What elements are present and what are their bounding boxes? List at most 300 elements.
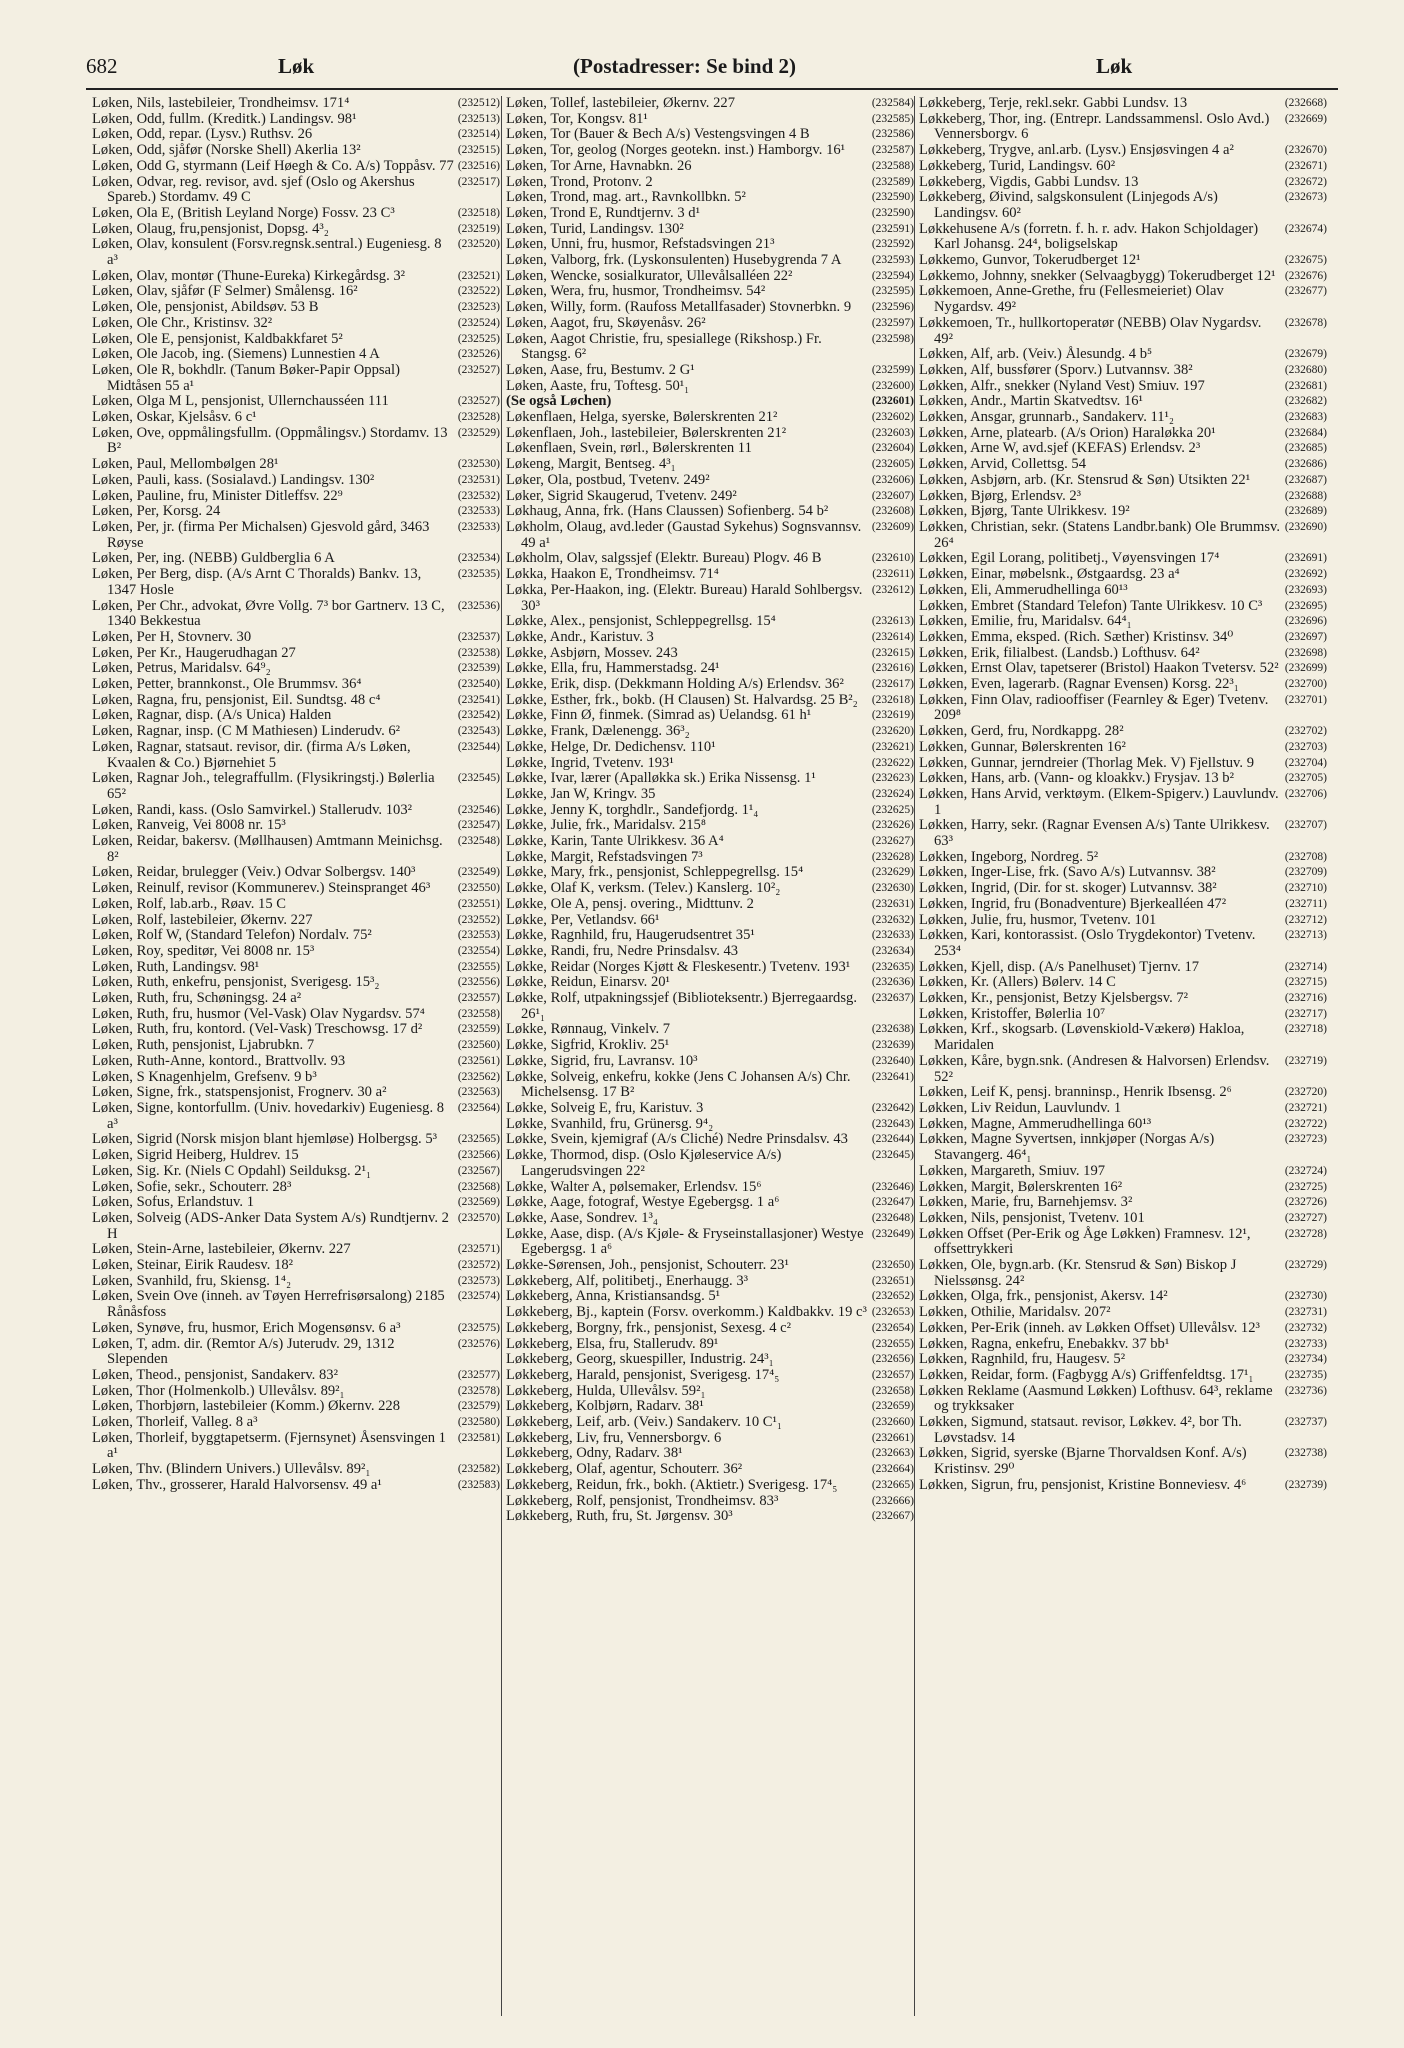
- entry-number: (232586): [871, 128, 914, 141]
- directory-entry: [506, 520, 914, 551]
- directory-entry: [506, 975, 914, 991]
- entry-text: Løken, Tor, Kongsv. 81¹: [506, 110, 648, 127]
- entry-number: (232680): [1284, 363, 1327, 376]
- entry-number: (232690): [1284, 520, 1327, 533]
- entry-number: (232521): [457, 269, 500, 282]
- directory-entry: [506, 583, 914, 614]
- directory-entry: [92, 1274, 500, 1290]
- entry-text: Løken, Ole Chr., Kristinsv. 32²: [92, 314, 273, 331]
- entry-text: Løken, Per H, Stovnerv. 30: [92, 628, 252, 645]
- entry-text: Løkke, Finn Ø, finmek. (Simrad as) Uelandsg. 61 h¹: [506, 707, 812, 724]
- directory-entry: [92, 1101, 500, 1132]
- directory-entry: [919, 630, 1327, 646]
- entry-text: Løken, Olaug, fru,pensjonist, Dopsg. 4³₂: [92, 220, 329, 237]
- directory-entry: [506, 237, 914, 253]
- entry-text: Løkke, Helge, Dr. Dedichensv. 110¹: [506, 738, 716, 755]
- entry-text: Løkken, Alf, bussfører (Sporv.) Lutvannsv. 38²: [919, 361, 1193, 378]
- directory-entry: [919, 253, 1327, 269]
- entry-number: (232574): [457, 1290, 500, 1303]
- entry-text: Løkke, Thormod, disp. (Oslo Kjøleservice A/s) Langerudsvingen 22²: [506, 1147, 782, 1179]
- directory-entry: [919, 771, 1327, 787]
- directory-entry: [919, 1117, 1327, 1133]
- entry-text: Løken, Ole Jacob, ing. (Siemens) Lunnestien 4 A: [92, 346, 380, 363]
- entry-text: Løkken, Ingeborg, Nordreg. 5²: [919, 848, 1099, 865]
- directory-entry: [506, 426, 914, 442]
- entry-number: (232623): [871, 772, 914, 785]
- directory-entry: [919, 897, 1327, 913]
- entry-text: Løken, Willy, form. (Raufoss Metallfasader) Stovnerbkn. 9: [506, 299, 852, 316]
- entry-number: (232664): [871, 1463, 914, 1476]
- directory-entry: [92, 1478, 500, 1494]
- entry-number: (232689): [1284, 505, 1327, 518]
- entry-number: (232666): [871, 1494, 914, 1507]
- entry-text: Løkke, Alex., pensjonist, Schleppegrellsg. 15⁴: [506, 613, 776, 630]
- entry-text: Løkke, Jenny K, torghdlr., Sandefjordg. 1¹₄: [506, 801, 759, 818]
- entry-number: (232649): [871, 1227, 914, 1240]
- entry-number: (232674): [1284, 222, 1327, 235]
- directory-entry: [92, 143, 500, 159]
- directory-entry: [506, 1352, 914, 1368]
- entry-text: Løken, Trond E, Rundtjernv. 3 d¹: [506, 204, 700, 221]
- directory-entry: [919, 567, 1327, 583]
- directory-entry: [506, 928, 914, 944]
- entry-number: (232739): [1284, 1478, 1327, 1491]
- entry-text: Løkken, Kåre, bygn.snk. (Andresen & Halvorsen) Erlendsv. 52²: [919, 1052, 1270, 1085]
- entry-number: (232601): [871, 395, 914, 408]
- directory-entry: [506, 222, 914, 238]
- entry-number: (232613): [871, 615, 914, 628]
- directory-entry: [919, 1478, 1327, 1494]
- directory-entry: [92, 865, 500, 881]
- entry-text: Løken, Ruth, enkefru, pensjonist, Sverigesg. 15³₂: [92, 974, 380, 991]
- directory-entry: [506, 1227, 914, 1258]
- entry-number: (232711): [1285, 897, 1327, 910]
- directory-entry: [506, 1368, 914, 1384]
- entry-text: Løkken, Hans, arb. (Vann- og kloakkv.) Frysjav. 13 b²: [919, 770, 1234, 787]
- entry-text: Løkken Offset (Per-Erik og Åge Løkken) Framnesv. 12¹, offsettrykkeri: [919, 1225, 1251, 1258]
- directory-entry: [506, 1462, 914, 1478]
- entry-number: (232515): [457, 144, 500, 157]
- directory-entry: [506, 881, 914, 897]
- entry-number: (232722): [1284, 1117, 1327, 1130]
- entry-number: (232643): [871, 1117, 914, 1130]
- entry-text: Løken, Trond, Protonv. 2: [506, 173, 653, 190]
- directory-entry: [919, 1258, 1327, 1289]
- entry-number: (232526): [457, 348, 500, 361]
- directory-entry: [506, 1132, 914, 1148]
- entry-text: Løkke, Ragnhild, fru, Haugerudsentret 35¹: [506, 927, 755, 944]
- entry-number: (232687): [1284, 473, 1327, 486]
- column-divider: [501, 96, 502, 2016]
- directory-entry: [92, 944, 500, 960]
- entry-number: (232579): [457, 1400, 500, 1413]
- entry-number: (232633): [871, 929, 914, 942]
- entry-text: Løkken Reklame (Aasmund Løkken) Lofthusv. 64³, reklame og trykksaker: [919, 1382, 1273, 1415]
- directory-entry: [919, 347, 1327, 363]
- directory-entry: [506, 394, 914, 410]
- directory-entry: [506, 944, 914, 960]
- directory-entry: [506, 284, 914, 300]
- entry-number: (232559): [457, 1023, 500, 1036]
- entry-number: (232622): [871, 756, 914, 769]
- entry-text: (Se også Løchen): [506, 393, 612, 410]
- entry-text: Løkken, Gerd, fru, Nordkappg. 28²: [919, 723, 1124, 740]
- entry-number: (232596): [871, 301, 914, 314]
- directory-entry: [506, 143, 914, 159]
- entry-number: (232592): [871, 238, 914, 251]
- entry-number: (232688): [1284, 489, 1327, 502]
- directory-entry: [919, 504, 1327, 520]
- entry-number: (232654): [871, 1321, 914, 1334]
- entry-number: (232726): [1284, 1196, 1327, 1209]
- entry-number: (232699): [1284, 662, 1327, 675]
- directory-entry: [92, 1195, 500, 1211]
- directory-entry: [506, 834, 914, 850]
- entry-number: (232578): [457, 1384, 500, 1397]
- directory-entry: [92, 1415, 500, 1431]
- entry-text: Løkken, Eli, Ammerudhellinga 60¹³: [919, 581, 1128, 598]
- directory-entry: [92, 520, 500, 551]
- directory-entry: [92, 1384, 500, 1400]
- entry-number: (232573): [457, 1274, 500, 1287]
- directory-entry: [92, 1180, 500, 1196]
- entry-text: Løken, Turid, Landingsv. 130²: [506, 220, 684, 237]
- directory-entry: [506, 379, 914, 395]
- entry-number: (232539): [457, 662, 500, 675]
- header-left-word: Løk: [278, 54, 315, 78]
- entry-number: (232553): [457, 929, 500, 942]
- entry-number: (232546): [457, 803, 500, 816]
- entry-text: Løkenflaen, Svein, rørl., Bølerskrenten 11: [506, 440, 752, 457]
- entry-text: Løkken, Hans Arvid, verktøym. (Elkem-Spigerv.) Lauvlundv. 1: [919, 785, 1279, 818]
- entry-number: (232542): [457, 709, 500, 722]
- directory-entry: [919, 787, 1327, 818]
- entry-number: (232703): [1284, 740, 1327, 753]
- entry-text: Løkken, Alf, arb. (Veiv.) Ålesundg. 4 b⁵: [919, 346, 1153, 363]
- directory-entry: [506, 1070, 914, 1101]
- entry-text: Løkke, Solveig E, fru, Karistuv. 3: [506, 1100, 704, 1116]
- entry-text: Løken, Odd G, styrmann (Leif Høegh & Co. A/s) Toppåsv. 77: [92, 157, 454, 174]
- directory-entry: [506, 1274, 914, 1290]
- entry-number: (232637): [871, 992, 914, 1005]
- entry-text: Løkholm, Olaug, avd.leder (Gaustad Sykehus) Sognsvannsv. 49 a¹: [506, 518, 862, 551]
- entry-text: Løken, Sofus, Erlandstuv. 1: [92, 1194, 254, 1211]
- directory-entry: [919, 143, 1327, 159]
- entry-text: Løken, Ragnar, insp. (C M Mathiesen) Linderudv. 6²: [92, 723, 401, 740]
- entry-text: Løkenflaen, Joh., lastebileier, Bølerskrenten 21²: [506, 424, 787, 441]
- entry-number: (232676): [1284, 269, 1327, 282]
- entry-text: Løken, Signe, kontorfullm. (Univ. hovedarkiv) Eugeniesg. 8 a³: [92, 1100, 445, 1132]
- entry-number: (232572): [457, 1259, 500, 1272]
- entry-text: Løken, Ove, oppmålingsfullm. (Oppmålingsv.) Stordamv. 13 B²: [92, 424, 448, 457]
- entry-number: (232695): [1284, 599, 1327, 612]
- entry-text: Løkke, Solveig, enkefru, kokke (Jens C Johansen A/s) Chr. Michelsensg. 17 B²: [506, 1068, 851, 1101]
- entry-text: Løkkemo, Johnny, snekker (Selvaagbygg) Tokerudberget 12¹: [919, 267, 1276, 284]
- directory-entry: [92, 803, 500, 819]
- entry-number: (232734): [1284, 1353, 1327, 1366]
- directory-entry: [92, 1399, 500, 1415]
- directory-entry: [506, 363, 914, 379]
- entry-number: (232576): [457, 1337, 500, 1350]
- entry-number: (232731): [1284, 1306, 1327, 1319]
- directory-entry: [919, 661, 1327, 677]
- entry-number: (232606): [871, 473, 914, 486]
- entry-number: (232580): [457, 1416, 500, 1429]
- directory-entry: [506, 175, 914, 191]
- directory-entry: [506, 316, 914, 332]
- entry-text: Løkken, Inger-Lise, frk. (Savo A/s) Lutvannsv. 38²: [919, 864, 1216, 881]
- directory-entry: [92, 724, 500, 740]
- entry-number: (232644): [871, 1133, 914, 1146]
- entry-number: (232582): [457, 1463, 500, 1476]
- entry-number: (232733): [1284, 1337, 1327, 1350]
- directory-entry: [919, 975, 1327, 991]
- entry-text: Løkke-Sørensen, Joh., pensjonist, Schouterr. 23¹: [506, 1257, 789, 1274]
- directory-entry: [92, 269, 500, 285]
- directory-entry: [919, 1132, 1327, 1163]
- directory-entry: [506, 1054, 914, 1070]
- directory-entry: [506, 1431, 914, 1447]
- entry-text: Løkkeberg, Reidun, frk., bokh. (Aktietr.) Sverigesg. 17⁴₅: [506, 1476, 838, 1493]
- directory-entry: [919, 1180, 1327, 1196]
- directory-entry: [919, 1337, 1327, 1353]
- directory-entry: [919, 410, 1327, 426]
- directory-entry: [506, 206, 914, 222]
- directory-entry: [919, 159, 1327, 175]
- entry-number: (232528): [457, 411, 500, 424]
- entry-number: (232670): [1284, 144, 1327, 157]
- entry-text: Løkkeberg, Alf, politibetj., Enerhaugg. 3³: [506, 1272, 749, 1289]
- entry-number: (232738): [1284, 1447, 1327, 1460]
- entry-text: Løken, Pauli, kass. (Sosialavd.) Landingsv. 130²: [92, 471, 375, 488]
- directory-entry: [919, 1227, 1327, 1258]
- directory-column-1: [92, 96, 500, 2016]
- entry-text: Løkke, Svanhild, fru, Grünersg. 9⁴₂: [506, 1115, 714, 1132]
- directory-entry: [919, 960, 1327, 976]
- entry-text: Løken, Per, Korsg. 24: [92, 503, 221, 520]
- directory-entry: [92, 394, 500, 410]
- entry-text: Løken, Solveig (ADS-Anker Data System A/s) Rundtjernv. 2 H: [92, 1209, 449, 1242]
- entry-number: (232700): [1284, 678, 1327, 691]
- directory-entry: [506, 661, 914, 677]
- directory-entry: [92, 991, 500, 1007]
- entry-number: (232621): [871, 740, 914, 753]
- entry-number: (232714): [1284, 960, 1327, 973]
- entry-text: Løkken, Kristoffer, Bølerlia 10⁷: [919, 1005, 1106, 1022]
- entry-number: (232555): [457, 960, 500, 973]
- entry-number: (232550): [457, 882, 500, 895]
- entry-number: (232630): [871, 882, 914, 895]
- entry-number: (232590): [871, 206, 914, 219]
- entry-text: Løken, Ole R, bokhdlr. (Tanum Bøker-Papir Oppsal) Midtåsen 55 a¹: [92, 361, 400, 394]
- entry-text: Løken, Randi, kass. (Oslo Samvirkel.) Stallerudv. 103²: [92, 801, 412, 818]
- entry-number: (232604): [871, 442, 914, 455]
- directory-entry: [92, 1242, 500, 1258]
- entry-text: Løkken, Embret (Standard Telefon) Tante Ulrikkesv. 10 C³: [919, 597, 1263, 614]
- entry-number: (232567): [457, 1164, 500, 1177]
- entry-text: Løken, Signe, frk., statspensjonist, Frognerv. 30 a²: [92, 1084, 387, 1101]
- entry-text: Løken, Pauline, fru, Minister Ditleffsv. 22⁹: [92, 487, 343, 504]
- entry-number: (232524): [457, 316, 500, 329]
- entry-number: (232616): [871, 662, 914, 675]
- entry-number: (232519): [457, 222, 500, 235]
- directory-entry: [919, 599, 1327, 615]
- entry-text: Løken, Olav, sjåfør (F Selmer) Smålensg. 16²: [92, 283, 358, 300]
- entry-number: (232608): [871, 505, 914, 518]
- entry-number: (232628): [871, 850, 914, 863]
- directory-entry: [506, 253, 914, 269]
- entry-text: Løken, Ruth, pensjonist, Ljabrubkn. 7: [92, 1037, 315, 1054]
- entry-text: Løkken, Liv Reidun, Lauvlundv. 1: [919, 1100, 1122, 1116]
- entry-text: Løken, Thv. (Blindern Univers.) Ullevålsv. 89²₁: [92, 1461, 371, 1478]
- entry-number: (232620): [871, 725, 914, 738]
- entry-number: (232684): [1284, 426, 1327, 439]
- directory-entry: [919, 818, 1327, 849]
- entry-number: (232719): [1284, 1054, 1327, 1067]
- directory-entry: [506, 1022, 914, 1038]
- entry-text: Løken, Sigrid Heiberg, Huldrev. 15: [92, 1147, 299, 1164]
- directory-entry: [919, 1368, 1327, 1384]
- directory-entry: [919, 316, 1327, 347]
- directory-entry: [506, 1038, 914, 1054]
- entry-number: (232706): [1284, 787, 1327, 800]
- entry-text: Løkeng, Margit, Bentseg. 4³₁: [506, 456, 676, 473]
- entry-number: (232728): [1284, 1227, 1327, 1240]
- directory-entry: [506, 803, 914, 819]
- entry-text: Løken, Petrus, Maridalsv. 64⁹₂: [92, 660, 271, 677]
- entry-text: Løken, Thorbjørn, lastebileier (Komm.) Økernv. 228: [92, 1398, 401, 1415]
- entry-text: Løken, Thorleif, Valleg. 8 a³: [92, 1414, 258, 1431]
- directory-entry: [919, 96, 1327, 112]
- entry-text: Løkke, Aage, fotograf, Westye Egebergsg. 1 a⁶: [506, 1194, 780, 1211]
- entry-number: (232638): [871, 1023, 914, 1036]
- header-rule: [86, 88, 1338, 90]
- entry-text: Løkken, Finn Olav, radiooffiser (Fearnley & Eger) Tvetenv. 209⁸: [919, 691, 1269, 724]
- directory-entry: [506, 1415, 914, 1431]
- entry-number: (232569): [457, 1196, 500, 1209]
- entry-text: Løken, Rolf, lab.arb., Røav. 15 C: [92, 895, 287, 912]
- header-center: (Postadresser: Se bind 2): [573, 54, 797, 78]
- entry-number: (232707): [1284, 819, 1327, 832]
- entry-number: (232577): [457, 1368, 500, 1381]
- directory-entry: [919, 284, 1327, 315]
- directory-entry: [919, 1195, 1327, 1211]
- entry-number: (232701): [1284, 693, 1327, 706]
- entry-text: Løken, Ragnar, disp. (A/s Unica) Halden: [92, 707, 332, 724]
- entry-text: Løkken, Even, lagerarb. (Ragnar Evensen) Korsg. 22³₁: [919, 676, 1239, 693]
- entry-number: (232636): [871, 976, 914, 989]
- entry-text: Løken, S Knagenhjelm, Grefsenv. 9 b³: [92, 1068, 317, 1085]
- directory-entry: [92, 112, 500, 128]
- directory-entry: [506, 1195, 914, 1211]
- directory-entry: [92, 1038, 500, 1054]
- entry-text: Løkken, Olga, frk., pensjonist, Akersv. 14²: [919, 1288, 1168, 1305]
- directory-entry: [919, 269, 1327, 285]
- directory-entry: [919, 1384, 1327, 1415]
- entry-text: Løkken, Julie, fru, husmor, Tvetenv. 101: [919, 911, 1157, 928]
- entry-number: (232683): [1284, 411, 1327, 424]
- entry-number: (232657): [871, 1368, 914, 1381]
- entry-number: (232562): [457, 1070, 500, 1083]
- directory-entry: [506, 410, 914, 426]
- entry-text: Løkken, Arvid, Collettsg. 54: [919, 456, 1087, 473]
- entry-number: (232661): [871, 1431, 914, 1444]
- header-right-word: Løk: [1096, 54, 1133, 78]
- directory-entry: [919, 473, 1327, 489]
- directory-entry: [506, 269, 914, 285]
- directory-entry: [92, 1462, 500, 1478]
- entry-text: Løkkeberg, Odny, Radarv. 38¹: [506, 1445, 683, 1462]
- entry-number: (232655): [871, 1337, 914, 1350]
- directory-entry: [92, 159, 500, 175]
- directory-entry: [506, 1321, 914, 1337]
- directory-entry: [506, 190, 914, 206]
- page-header: [86, 50, 1338, 84]
- entry-text: Løkke, Per, Vetlandsv. 66¹: [506, 911, 660, 928]
- entry-number: (232516): [457, 159, 500, 172]
- entry-text: Løkkemo, Gunvor, Tokerudberget 12¹: [919, 252, 1141, 269]
- directory-entry: [506, 771, 914, 787]
- directory-entry: [92, 960, 500, 976]
- entry-number: (232522): [457, 285, 500, 298]
- entry-number: (232566): [457, 1149, 500, 1162]
- entry-number: (232527): [457, 363, 500, 376]
- entry-text: Løkken, Kari, kontorassist. (Oslo Trygdekontor) Tvetenv. 253⁴: [919, 927, 1256, 959]
- entry-number: (232590): [871, 191, 914, 204]
- entry-text: Løkken, Gunnar, Bølerskrenten 16²: [919, 738, 1126, 755]
- directory-entry: [92, 426, 500, 457]
- entry-number: (232702): [1284, 725, 1327, 738]
- entry-text: Løker, Ola, postbud, Tvetenv. 249²: [506, 471, 710, 488]
- entry-text: Løken, Sofie, sekr., Schouterr. 28³: [92, 1178, 292, 1195]
- entry-text: Løken, Synøve, fru, husmor, Erich Mogensønsv. 6 a³: [92, 1319, 401, 1336]
- directory-entry: [92, 96, 500, 112]
- entry-text: Løkke, Aase, Sondrev. 1³₄: [506, 1209, 658, 1226]
- directory-entry: [506, 614, 914, 630]
- entry-text: Løken, Olga M L, pensjonist, Ullernchausséen 111: [92, 393, 389, 410]
- entry-number: (232605): [871, 458, 914, 471]
- directory-entry: [919, 1022, 1327, 1053]
- entry-number: (232612): [871, 583, 914, 596]
- entry-text: Løken, Svanhild, fru, Skiensg. 1⁴₂: [92, 1272, 292, 1289]
- directory-entry: [919, 551, 1327, 567]
- directory-entry: [919, 614, 1327, 630]
- entry-number: (232556): [457, 976, 500, 989]
- entry-text: Løkke, Rønnaug, Vinkelv. 7: [506, 1021, 671, 1038]
- entry-text: Løkke, Ella, fru, Hammerstadsg. 24¹: [506, 660, 720, 677]
- entry-text: Løkken, Per-Erik (inneh. av Løkken Offset) Ullevålsv. 12³: [919, 1319, 1260, 1336]
- directory-entry: [506, 1446, 914, 1462]
- entry-number: (232651): [871, 1274, 914, 1287]
- entry-number: (232551): [457, 897, 500, 910]
- directory-entry: [92, 881, 500, 897]
- entry-number: (232588): [871, 159, 914, 172]
- entry-text: Løkke, Reidun, Einarsv. 20¹: [506, 974, 670, 991]
- directory-entry: [919, 928, 1327, 959]
- directory-entry: [92, 363, 500, 394]
- directory-entry: [506, 127, 914, 143]
- entry-text: Løkkeberg, Kolbjørn, Radarv. 38¹: [506, 1398, 704, 1415]
- entry-number: (232594): [871, 269, 914, 282]
- directory-entry: [506, 1180, 914, 1196]
- entry-text: Løken, Per Kr., Haugerudhagan 27: [92, 644, 296, 661]
- entry-text: Løkken, Christian, sekr. (Statens Landbr.bank) Ole Brummsv. 26⁴: [919, 518, 1281, 551]
- entry-number: (232597): [871, 316, 914, 329]
- entry-number: (232691): [1284, 552, 1327, 565]
- directory-entry: [919, 1054, 1327, 1085]
- entry-text: Løken, T, adm. dir. (Remtor A/s) Juterudv. 29, 1312 Slependen: [92, 1335, 395, 1368]
- entry-number: (232523): [457, 301, 500, 314]
